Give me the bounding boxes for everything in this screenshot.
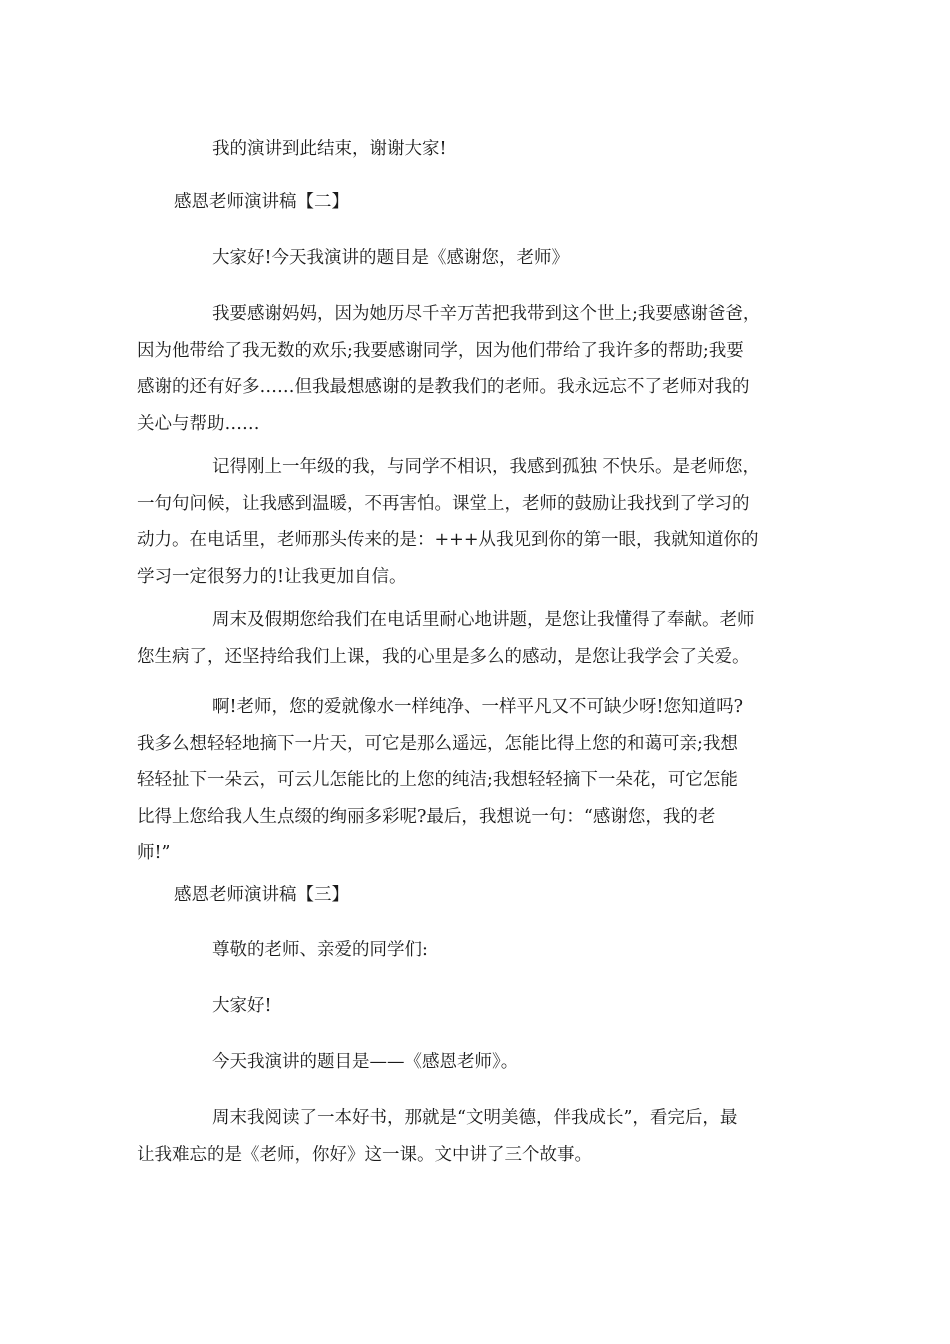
section-heading-three: 感恩老师演讲稿【三】 bbox=[174, 885, 349, 905]
closing-paragraph: 我的演讲到此结束，谢谢大家! bbox=[212, 139, 447, 159]
greeting-paragraph: 尊敬的老师、亲爱的同学们: bbox=[212, 940, 428, 960]
section-heading-two: 感恩老师演讲稿【二】 bbox=[174, 192, 349, 212]
memory-paragraph: 记得刚上一年级的我，与同学不相识，我感到孤独 不快乐。是老师您， 一句句问候，让我感到温暖，不再害怕。课堂上，老师的鼓励让我找到了学习的 动力。在电话里，老师那头传来的是：+++从我见到你的第一眼，我就知道你的 学习一定很努力的!让我更加自信。 bbox=[137, 457, 761, 587]
praise-paragraph: 啊!老师，您的爱就像水一样纯净、一样平凡又不可缺少呀!您知道吗? 我多么想轻轻地摘下一片天，可它是那么遥远，怎能比得上您的和蔼可亲;我想 轻轻扯下一朵云，可云儿怎能比的上您的纯洁;我想轻轻摘下一朵花，可它怎能 比得上您给我人生点缀的绚丽多彩呢?最后，我想说一句：“感谢您，我的老 师!” bbox=[137, 697, 743, 863]
topic-paragraph: 今天我演讲的题目是——《感恩老师》。 bbox=[212, 1052, 519, 1072]
hello-paragraph: 大家好! bbox=[212, 996, 272, 1016]
weekend-paragraph: 周末及假期您给我们在电话里耐心地讲题，是您让我懂得了奉献。老师 您生病了，还坚持给我们上课，我的心里是多么的感动，是您让我学会了关爱。 bbox=[137, 610, 755, 667]
intro-paragraph: 大家好!今天我演讲的题目是《感谢您，老师》 bbox=[212, 248, 570, 268]
book-paragraph: 周末我阅读了一本好书，那就是“文明美德，伴我成长”，看完后，最 让我难忘的是《老师，你好》这一课。文中讲了三个故事。 bbox=[137, 1108, 738, 1165]
gratitude-paragraph: 我要感谢妈妈，因为她历尽千辛万苦把我带到这个世上;我要感谢爸爸， 因为他带给了我无数的欢乐;我要感谢同学，因为他们带给了我许多的帮助;我要 感谢的还有好多……但我最想感谢的是教我们的老师。我永远忘不了老师对我的 关心与帮助…… bbox=[137, 304, 761, 434]
